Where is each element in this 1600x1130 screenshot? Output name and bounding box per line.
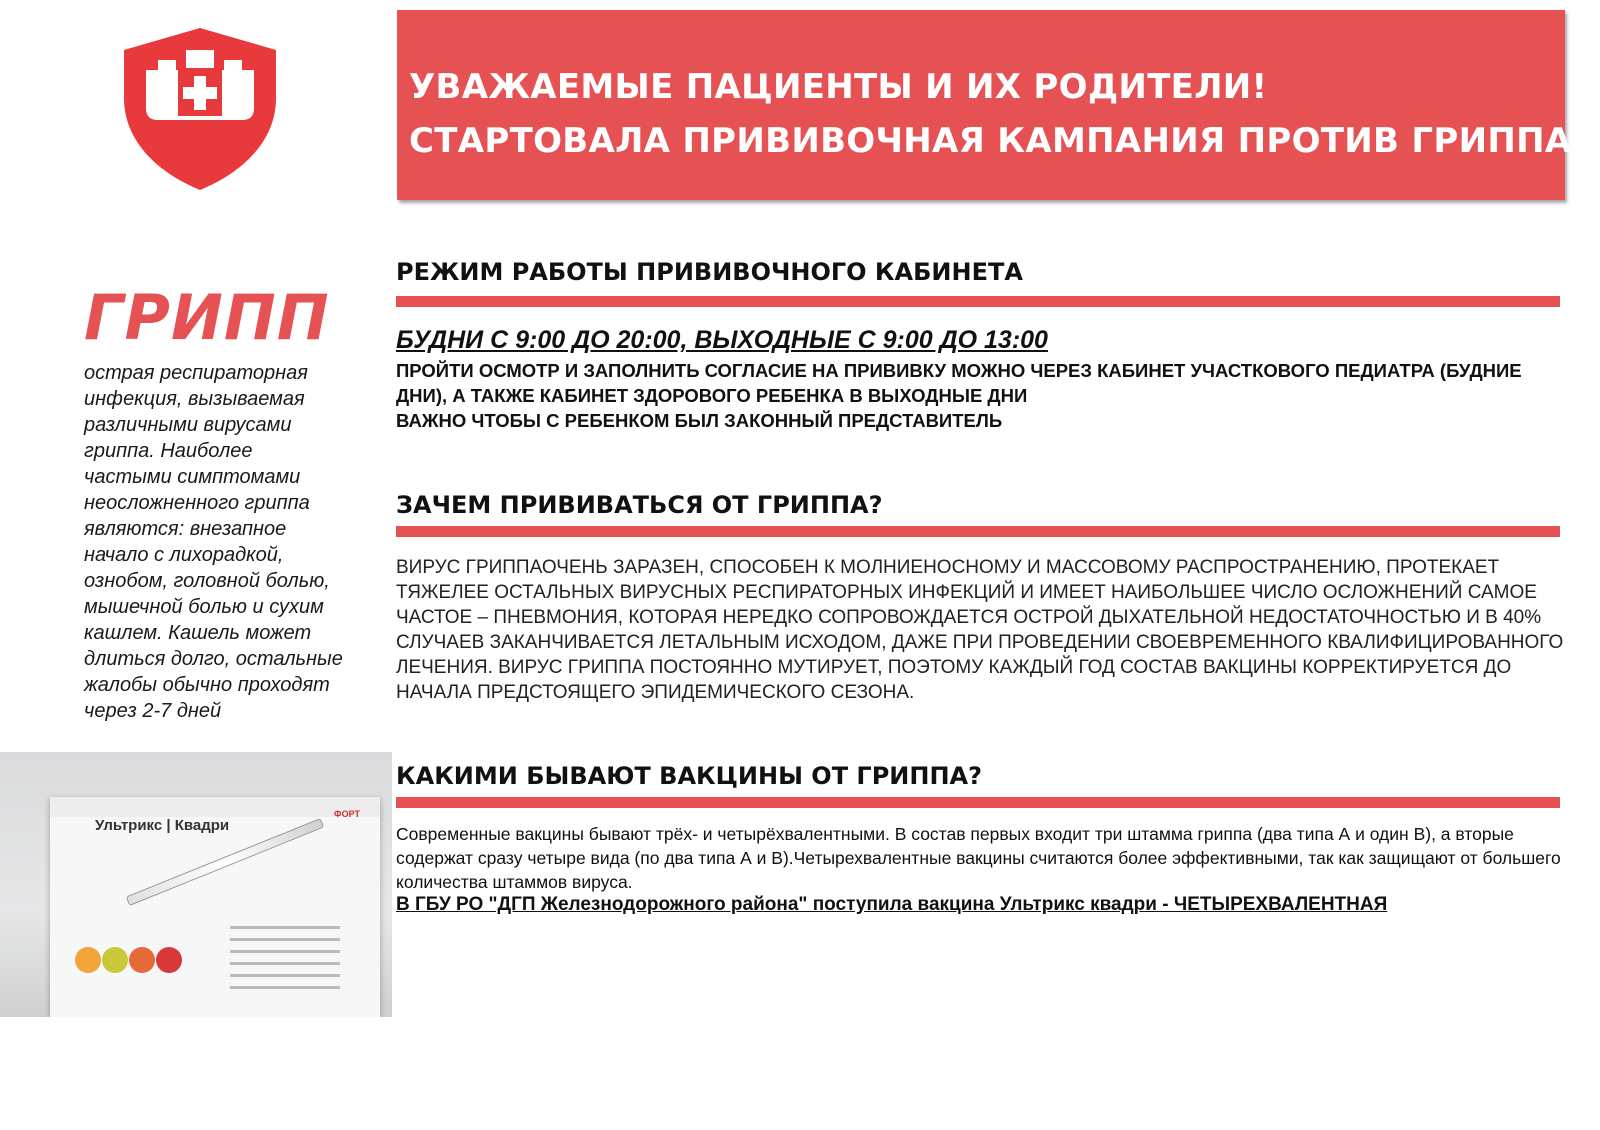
- virus-dot-icon: [75, 947, 101, 973]
- header-banner: [397, 10, 1572, 200]
- section-divider: [396, 797, 1560, 808]
- flu-title: ГРИПП: [84, 281, 330, 354]
- schedule-details: [396, 358, 1560, 433]
- vaccines-section-title: КАКИМИ БЫВАЮТ ВАКЦИНЫ ОТ ГРИППА?: [396, 762, 983, 790]
- vaccine-box: [50, 797, 380, 1017]
- why-section-text: ВИРУС ГРИППАОЧЕНЬ ЗАРАЗЕН, СПОСОБЕН К МОЛНИЕНОСНОМУ И МАССОВОМУ РАСПРОСТРАНЕНИЮ, ПРОТЕКАЕТ ТЯЖЕЛЕЕ ОСТАЛЬНЫХ ВИРУСНЫХ РЕСПИРАТОРНЫХ ИНФЕКЦИЙ И ИМЕЕТ НАИБОЛЬШЕЕ ЧИСЛО ОСЛОЖНЕНИЙ САМОЕ ЧАСТОЕ – ПНЕВМОНИЯ, КОТОРАЯ НЕРЕДКО СОПРОВОЖДАЕТСЯ ОСТРОЙ ДЫХАТЕЛЬНОЙ НЕДОСТАТОЧНОСТЬЮ И В 40% СЛУЧАЕВ ЗАКАНЧИВАЕТСЯ ЛЕТАЛЬНЫМ ИСХОДОМ, ДАЖЕ ПРИ ПРОВЕДЕНИИ СВОЕВРЕМЕННОГО КВАЛИФИЦИРОВАННОГО ЛЕЧЕНИЯ. ВИРУС ГРИППА ПОСТОЯННО МУТИРУЕТ, ПОЭТОМУ КАЖДЫЙ ГОД СОСТАВ ВАКЦИНЫ КОРРЕКТИРУЕТСЯ ДО НАЧАЛА ПРЕДСТОЯЩЕГО ЭПИДЕМИЧЕСКОГО СЕЗОНА.: [396, 557, 1564, 703]
- schedule-hours: БУДНИ С 9:00 ДО 20:00, ВЫХОДНЫЕ С 9:00 ДО 13:00: [396, 326, 1048, 354]
- schedule-line-2: ВАЖНО ЧТОБЫ С РЕБЕНКОМ БЫЛ ЗАКОННЫЙ ПРЕДСТАВИТЕЛЬ: [396, 410, 1003, 431]
- section-divider: [396, 526, 1560, 537]
- box-brand: Ультрикс | Квадри: [95, 817, 230, 834]
- vaccines-section-text: Современные вакцины бывают трёх- и четырёхвалентными. В состав первых входит три штамма гриппа (два типа А и один В), а вторые содержат сразу четыре вида (по два типа А и В).Четырехвалентные вакцины считаются более эффективными, так как защищают от большего количества штаммов вируса.: [396, 824, 1561, 892]
- virus-dot-icon: [156, 947, 182, 973]
- shield-castle-cross-icon: [120, 28, 280, 190]
- virus-dot-icon: [129, 947, 155, 973]
- flu-description: острая респираторная инфекция, вызываемая различными вирусами гриппа. Наиболее частыми симптомами неосложненного гриппа являются: внезапное начало с лихорадкой, ознобом, головной болью, мышечной болью и сухим кашлем. Кашель может длиться долго, остальные жалобы обычно проходят через 2-7 дней: [84, 362, 343, 722]
- vaccine-photo: [0, 752, 392, 1017]
- box-manufacturer: ФОРТ: [333, 809, 360, 819]
- virus-dot-icon: [102, 947, 128, 973]
- box-top: [50, 797, 380, 817]
- schedule-section-title: РЕЖИМ РАБОТЫ ПРИВИВОЧНОГО КАБИНЕТА: [396, 258, 1023, 286]
- vaccine-arrival-notice: В ГБУ РО "ДГП Железнодорожного района" поступила вакцина Ультрикс квадри - ЧЕТЫРЕХВАЛЕНТНАЯ: [396, 894, 1388, 915]
- box-fine-print: [230, 917, 340, 998]
- schedule-line-1: ПРОЙТИ ОСМОТР И ЗАПОЛНИТЬ СОГЛАСИЕ НА ПРИВИВКУ МОЖНО ЧЕРЕЗ КАБИНЕТ УЧАСТКОВОГО ПЕДИАТРА (БУДНИЕ ДНИ), А ТАКЖЕ КАБИНЕТ ЗДОРОВОГО РЕБЕНКА В ВЫХОДНЫЕ ДНИ: [396, 360, 1522, 406]
- why-section-title: ЗАЧЕМ ПРИВИВАТЬСЯ ОТ ГРИППА?: [396, 491, 883, 519]
- section-divider: [396, 296, 1560, 307]
- banner-line-1: УВАЖАЕМЫЕ ПАЦИЕНТЫ И ИХ РОДИТЕЛИ!: [409, 67, 1268, 107]
- banner-line-2: СТАРТОВАЛА ПРИВИВОЧНАЯ КАМПАНИЯ ПРОТИВ ГРИППА: [409, 121, 1572, 161]
